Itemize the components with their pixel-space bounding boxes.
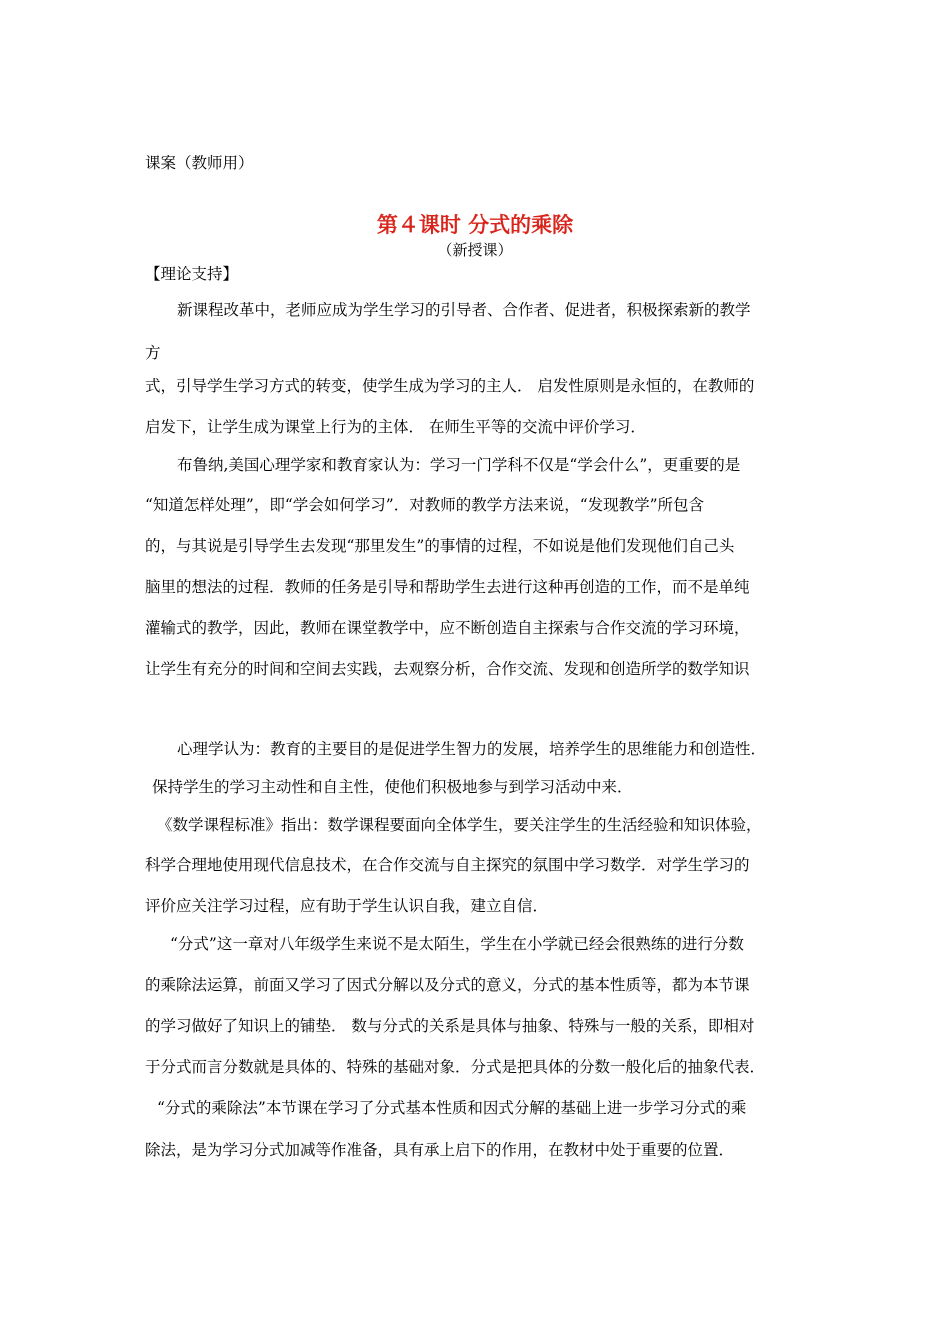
paragraph-line: 脑里的想法的过程．教师的任务是引导和帮助学生去进行这种再创造的工作，而不是单纯 bbox=[145, 578, 750, 596]
paragraph-line: 的，与其说是引导学生去发现“那里发生”的事情的过程，不如说是他们发现他们自己头 bbox=[145, 537, 735, 555]
paragraph-line: 的学习做好了知识上的铺垫． 数与分式的关系是具体与抽象、特殊与一般的关系，即相对 bbox=[145, 1017, 755, 1035]
paragraph-line: “知道怎样处理”，即“学会如何学习”．对教师的教学方法来说，“发现教学”所包含 bbox=[145, 496, 705, 514]
lesson-title: 第４课时 分式的乘除 bbox=[376, 213, 574, 237]
paragraph-line: “分式”这一章对八年级学生来说不是太陌生，学生在小学就已经会很熟练的进行分数 bbox=[170, 935, 744, 953]
paragraph-line: “分式的乘除法”本节课在学习了分式基本性质和因式分解的基础上进一步学习分式的乘 bbox=[157, 1099, 747, 1117]
paragraph-line: 布鲁纳,美国心理学家和教育家认为：学习一门学科不仅是“学会什么”，更重要的是 bbox=[177, 456, 741, 474]
paragraph-line: 的乘除法运算，前面又学习了因式分解以及分式的意义，分式的基本性质等，都为本节课 bbox=[145, 976, 750, 994]
paragraph-line: 新课程改革中，老师应成为学生学习的引导者、合作者、促进者，积极探索新的教学 bbox=[177, 301, 751, 319]
paragraph-line: 让学生有充分的时间和空间去实践，去观察分析，合作交流、发现和创造所学的数学知识 bbox=[145, 660, 750, 678]
lesson-subtitle: （新授课） bbox=[437, 241, 513, 259]
paragraph-line: 除法，是为学习分式加减等作准备，具有承上启下的作用，在教材中处于重要的位置． bbox=[145, 1141, 735, 1159]
paragraph-line: 灌输式的教学，因此，教师在课堂教学中，应不断创造自主探索与合作交流的学习环境， bbox=[145, 619, 750, 637]
paragraph-line: 于分式而言分数就是具体的、特殊的基础对象．分式是把具体的分数一般化后的抽象代表． bbox=[145, 1058, 766, 1076]
paragraph-line: 科学合理地使用现代信息技术，在合作交流与自主探究的氛围中学习数学．对学生学习的 bbox=[145, 856, 750, 874]
paragraph-line: 保持学生的学习主动性和自主性，使他们积极地参与到学习活动中来． bbox=[152, 778, 633, 796]
paragraph-line: 评价应关注学习过程，应有助于学生认识自我，建立自信． bbox=[145, 897, 549, 915]
section-heading: 【理论支持】 bbox=[145, 265, 239, 283]
paragraph-line: 方 bbox=[145, 344, 161, 362]
paragraph-line: 启发下，让学生成为课堂上行为的主体． 在师生平等的交流中评价学习． bbox=[145, 418, 646, 436]
paragraph-line: 心理学认为：教育的主要目的是促进学生智力的发展，培养学生的思维能力和创造性． bbox=[177, 740, 767, 758]
doc-header: 课案（教师用） bbox=[145, 154, 254, 172]
paragraph-line: 《数学课程标准》指出：数学课程要面向全体学生，要关注学生的生活经验和知识体验， bbox=[157, 816, 762, 834]
paragraph-line: 式，引导学生学习方式的转变，使学生成为学习的主人． 启发性原则是永恒的，在教师的 bbox=[145, 377, 755, 395]
